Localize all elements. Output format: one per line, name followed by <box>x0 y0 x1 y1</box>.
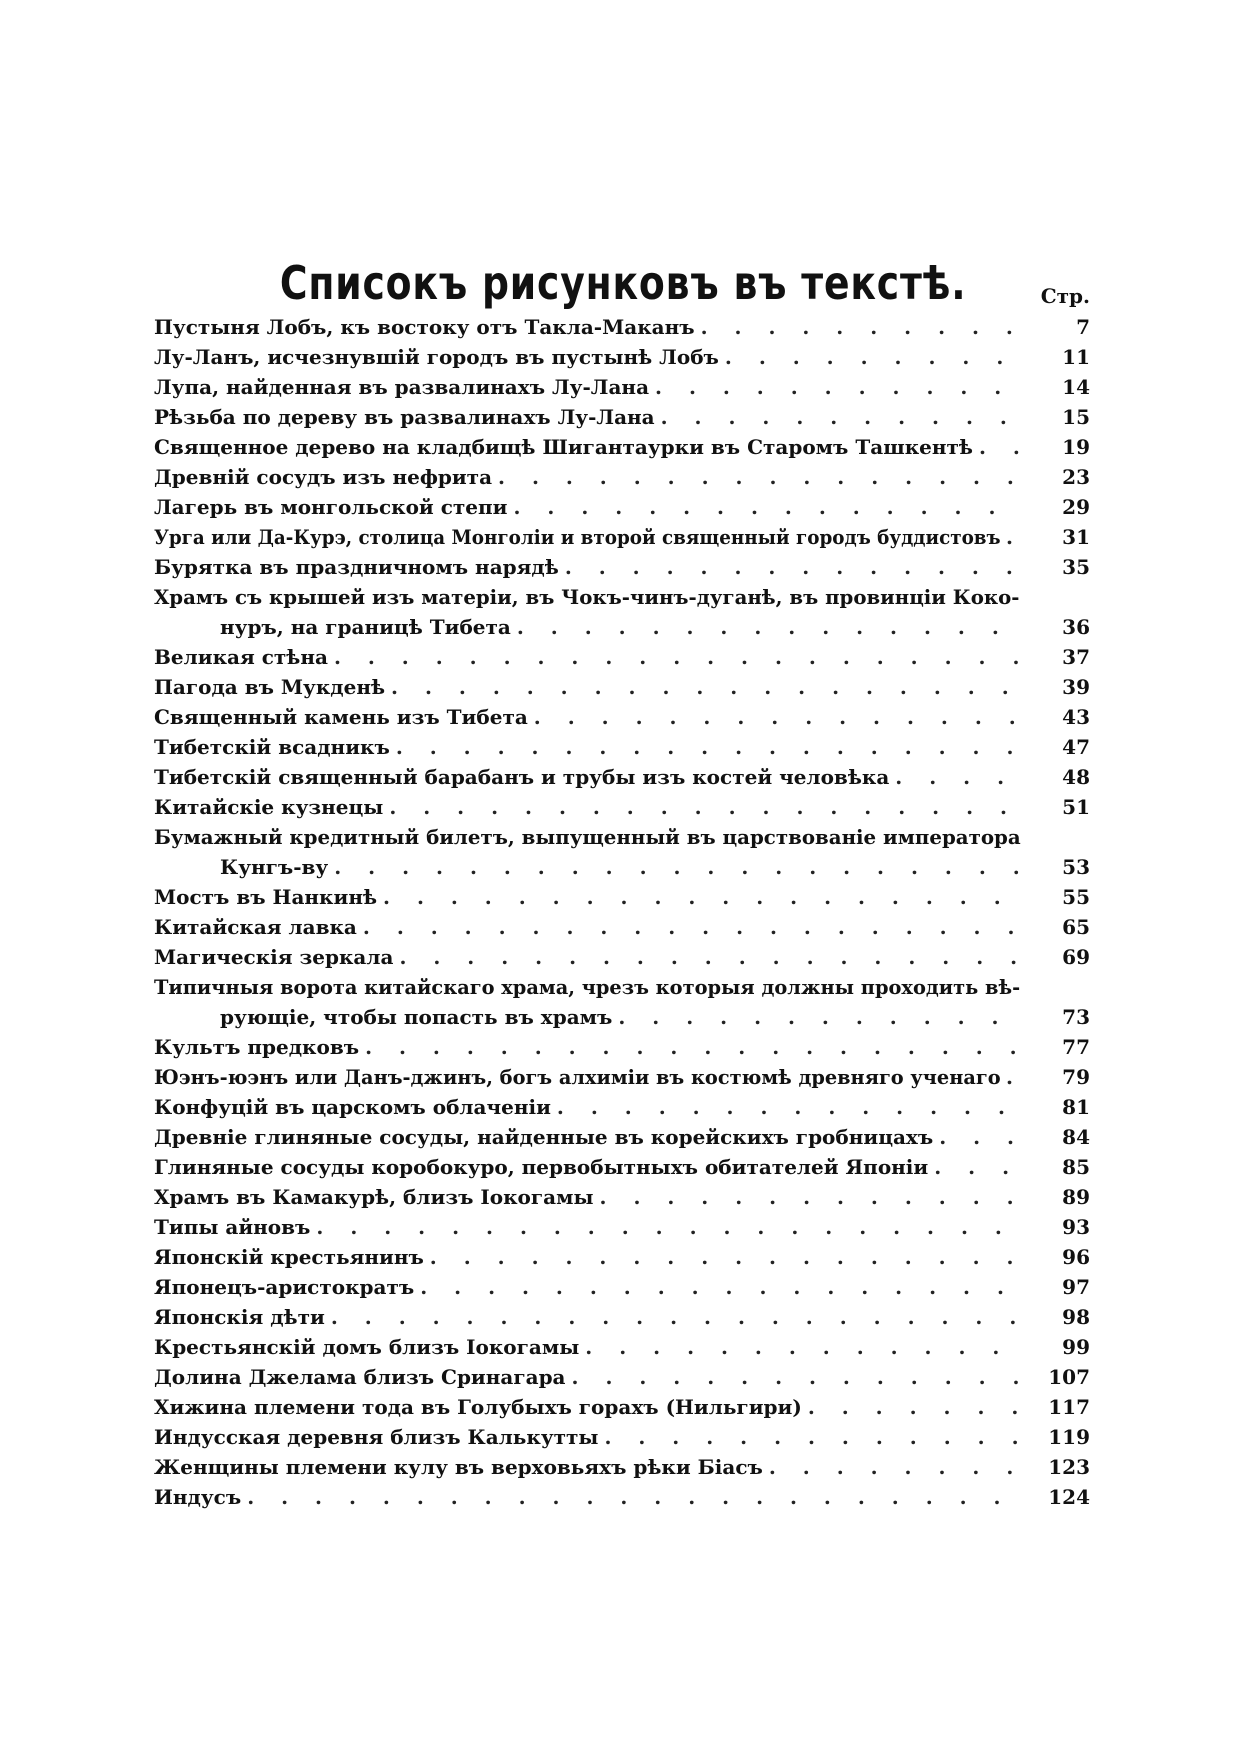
dot-leader <box>357 912 1020 942</box>
entry-page-number: 53 <box>1062 855 1090 879</box>
toc-entry <box>154 372 1090 402</box>
entry-page-number: 99 <box>1062 1335 1090 1359</box>
entry-page-number: 29 <box>1062 495 1090 519</box>
entry-title: Юэнъ-юэнъ или Данъ-джинъ, богъ алхиміи въ костюмѣ древняго ученаго <box>154 1065 1001 1089</box>
entry-title: Великая стѣна <box>154 645 328 669</box>
toc-entry <box>154 1152 1090 1182</box>
toc-entry <box>154 1032 1090 1062</box>
toc-entry <box>154 1212 1090 1242</box>
toc-entry <box>154 402 1090 432</box>
dot-leader <box>889 762 1020 792</box>
page-title: Списокъ рисунковъ въ текстѣ. <box>279 255 967 310</box>
entry-page-number: 93 <box>1062 1215 1090 1239</box>
toc-entry <box>154 1062 1090 1092</box>
dot-leader <box>973 432 1020 462</box>
dot-leader <box>359 1032 1020 1062</box>
entry-page-number: 43 <box>1062 705 1090 729</box>
toc-entry <box>154 822 1090 882</box>
entry-title: Храмъ въ Камакурѣ, близъ Іокогамы <box>154 1185 594 1209</box>
toc-entry <box>154 432 1090 462</box>
toc-entry <box>154 1302 1090 1332</box>
entry-page-number: 73 <box>1062 1005 1090 1029</box>
dot-leader <box>511 612 1020 642</box>
entry-title: Женщины племени кулу въ верховьяхъ рѣки Біасъ <box>154 1455 763 1479</box>
entry-page-number: 65 <box>1062 915 1090 939</box>
entry-title: Лупа, найденная въ развалинахъ Лу-Лана <box>154 375 650 399</box>
dot-leader <box>695 312 1020 342</box>
entry-title: Долина Джелама близъ Сринагара <box>154 1365 566 1389</box>
dot-leader <box>594 1182 1020 1212</box>
entry-title: Лагерь въ монгольской степи <box>154 495 508 519</box>
toc-entry <box>154 522 1090 552</box>
toc-entry <box>154 1122 1090 1152</box>
dot-leader <box>566 1362 1020 1392</box>
entry-page-number: 19 <box>1062 435 1090 459</box>
toc-entry <box>154 882 1090 912</box>
illustration-list <box>154 312 1090 1512</box>
entry-page-number: 23 <box>1062 465 1090 489</box>
dot-leader <box>383 792 1020 822</box>
entry-page-number: 48 <box>1062 765 1090 789</box>
toc-entry <box>154 552 1090 582</box>
toc-entry <box>154 1422 1090 1452</box>
dot-leader <box>933 1122 1020 1152</box>
entry-page-number: 89 <box>1062 1185 1090 1209</box>
toc-entry <box>154 702 1090 732</box>
entry-title: Тибетскій священный барабанъ и трубы изъ костей человѣка <box>154 765 890 789</box>
toc-entry <box>154 1272 1090 1302</box>
entry-page-number: 96 <box>1062 1245 1090 1269</box>
entry-title: Урга или Да-Курэ, столица Монголіи и второй священный городъ буддистовъ <box>154 525 1001 549</box>
entry-title-line-2: рующіе, чтобы попасть въ храмъ <box>220 1005 613 1029</box>
entry-title: Мостъ въ Нанкинѣ <box>154 885 378 909</box>
toc-entry <box>154 642 1090 672</box>
entry-page-number: 15 <box>1062 405 1090 429</box>
entry-title: Священное дерево на кладбищѣ Шигантаурки въ Старомъ Ташкентѣ <box>154 435 973 459</box>
entry-title: Японскія дѣти <box>154 1305 325 1329</box>
page-column-header: Стр. <box>1040 284 1090 308</box>
entry-title: Конфуцій въ царскомъ облаченіи <box>154 1095 551 1119</box>
entry-title: Бурятка въ праздничномъ нарядѣ <box>154 555 559 579</box>
entry-title: Пустыня Лобъ, къ востоку отъ Такла-Маканъ <box>154 315 695 339</box>
entry-title-line-2: нуръ, на границѣ Тибета <box>220 615 511 639</box>
dot-leader <box>719 342 1020 372</box>
dot-leader <box>598 1422 1020 1452</box>
entry-title: Лу-Ланъ, исчезнувшій городъ въ пустынѣ Лобъ <box>154 345 719 369</box>
entry-title: Древній сосудъ изъ нефрита <box>154 465 493 489</box>
entry-page-number: 39 <box>1062 675 1090 699</box>
toc-entry <box>154 1392 1090 1422</box>
entry-title: Пагода въ Мукденѣ <box>154 675 386 699</box>
toc-entry <box>154 1362 1090 1392</box>
entry-page-number: 98 <box>1062 1305 1090 1329</box>
toc-entry <box>154 342 1090 372</box>
entry-page-number: 84 <box>1062 1125 1090 1149</box>
dot-leader <box>241 1482 1020 1512</box>
entry-title: Японскій крестьянинъ <box>154 1245 424 1269</box>
entry-page-number: 55 <box>1062 885 1090 909</box>
entry-title: Японецъ-аристократъ <box>154 1275 415 1299</box>
dot-leader <box>551 1092 1020 1122</box>
dot-leader <box>649 372 1020 402</box>
entry-page-number: 97 <box>1062 1275 1090 1299</box>
entry-page-number: 117 <box>1048 1395 1090 1419</box>
toc-entry <box>154 912 1090 942</box>
entry-page-number: 51 <box>1062 795 1090 819</box>
entry-title-line-2: Кунгъ-ву <box>220 855 329 879</box>
entry-title: Китайская лавка <box>154 915 357 939</box>
toc-entry <box>154 1332 1090 1362</box>
dot-leader <box>390 732 1020 762</box>
dot-leader <box>612 1002 1020 1032</box>
entry-page-number: 69 <box>1062 945 1090 969</box>
entry-title: Культъ предковъ <box>154 1035 360 1059</box>
entry-page-number: 35 <box>1062 555 1090 579</box>
dot-leader <box>310 1212 1020 1242</box>
toc-entry <box>154 582 1090 642</box>
entry-page-number: 31 <box>1062 525 1090 549</box>
entry-title: Рѣзьба по дереву въ развалинахъ Лу-Лана <box>154 405 655 429</box>
toc-entry <box>154 972 1090 1032</box>
entry-title: Священный камень изъ Тибета <box>154 705 528 729</box>
toc-entry <box>154 1482 1090 1512</box>
dot-leader <box>802 1392 1020 1422</box>
toc-entry <box>154 462 1090 492</box>
dot-leader <box>508 492 1021 522</box>
toc-entry <box>154 672 1090 702</box>
toc-entry <box>154 312 1090 342</box>
entry-title: Древніе глиняные сосуды, найденные въ корейскихъ гробницахъ <box>154 1125 934 1149</box>
dot-leader <box>377 882 1020 912</box>
dot-leader <box>325 1302 1020 1332</box>
dot-leader <box>579 1332 1020 1362</box>
toc-entry <box>154 792 1090 822</box>
dot-leader <box>928 1152 1020 1182</box>
toc-entry <box>154 1242 1090 1272</box>
dot-leader <box>385 672 1020 702</box>
toc-entry <box>154 1092 1090 1122</box>
dot-leader <box>328 642 1020 672</box>
toc-entry <box>154 1182 1090 1212</box>
dot-leader <box>1000 522 1020 552</box>
entry-title: Тибетскій всадникъ <box>154 735 390 759</box>
dot-leader <box>424 1242 1020 1272</box>
dot-leader <box>763 1452 1020 1482</box>
dot-leader <box>414 1272 1020 1302</box>
entry-page-number: 14 <box>1062 375 1090 399</box>
entry-page-number: 123 <box>1048 1455 1090 1479</box>
entry-page-number: 11 <box>1062 345 1090 369</box>
toc-entry <box>154 762 1090 792</box>
entry-title-line-1: Бумажный кредитный билетъ, выпущенный въ царствованіе императора <box>154 825 1021 849</box>
toc-entry <box>154 942 1090 972</box>
dot-leader <box>528 702 1020 732</box>
dot-leader <box>492 462 1020 492</box>
entry-title: Индусъ <box>154 1485 242 1509</box>
entry-page-number: 119 <box>1048 1425 1090 1449</box>
entry-page-number: 81 <box>1062 1095 1090 1119</box>
entry-page-number: 37 <box>1062 645 1090 669</box>
dot-leader <box>393 942 1020 972</box>
entry-page-number: 7 <box>1076 315 1090 339</box>
dot-leader <box>655 402 1020 432</box>
entry-title: Индусская деревня близъ Калькутты <box>154 1425 599 1449</box>
entry-title-line-1: Типичныя ворота китайскаго храма, чрезъ которыя должны проходить вѣ- <box>154 975 1021 999</box>
entry-title: Крестьянскій домъ близъ Іокогамы <box>154 1335 580 1359</box>
entry-title-line-1: Храмъ съ крышей изъ матеріи, въ Чокъ-чинъ-дуганѣ, въ провинціи Коко- <box>154 585 1020 609</box>
entry-page-number: 79 <box>1062 1065 1090 1089</box>
dot-leader <box>328 852 1020 882</box>
toc-entry <box>154 492 1090 522</box>
entry-page-number: 124 <box>1048 1485 1090 1509</box>
dot-leader <box>559 552 1020 582</box>
entry-page-number: 47 <box>1062 735 1090 759</box>
entry-title: Глиняные сосуды коробокуро, первобытныхъ обитателей Японіи <box>154 1155 929 1179</box>
entry-page-number: 85 <box>1062 1155 1090 1179</box>
dot-leader <box>1000 1062 1020 1092</box>
toc-entry <box>154 732 1090 762</box>
toc-entry <box>154 1452 1090 1482</box>
entry-page-number: 77 <box>1062 1035 1090 1059</box>
entry-title: Магическія зеркала <box>154 945 394 969</box>
entry-page-number: 36 <box>1062 615 1090 639</box>
entry-page-number: 107 <box>1048 1365 1090 1389</box>
entry-title: Типы айновъ <box>154 1215 311 1239</box>
entry-title: Хижина племени тода въ Голубыхъ горахъ (Нильгири) <box>154 1395 802 1419</box>
entry-title: Китайскіе кузнецы <box>154 795 384 819</box>
